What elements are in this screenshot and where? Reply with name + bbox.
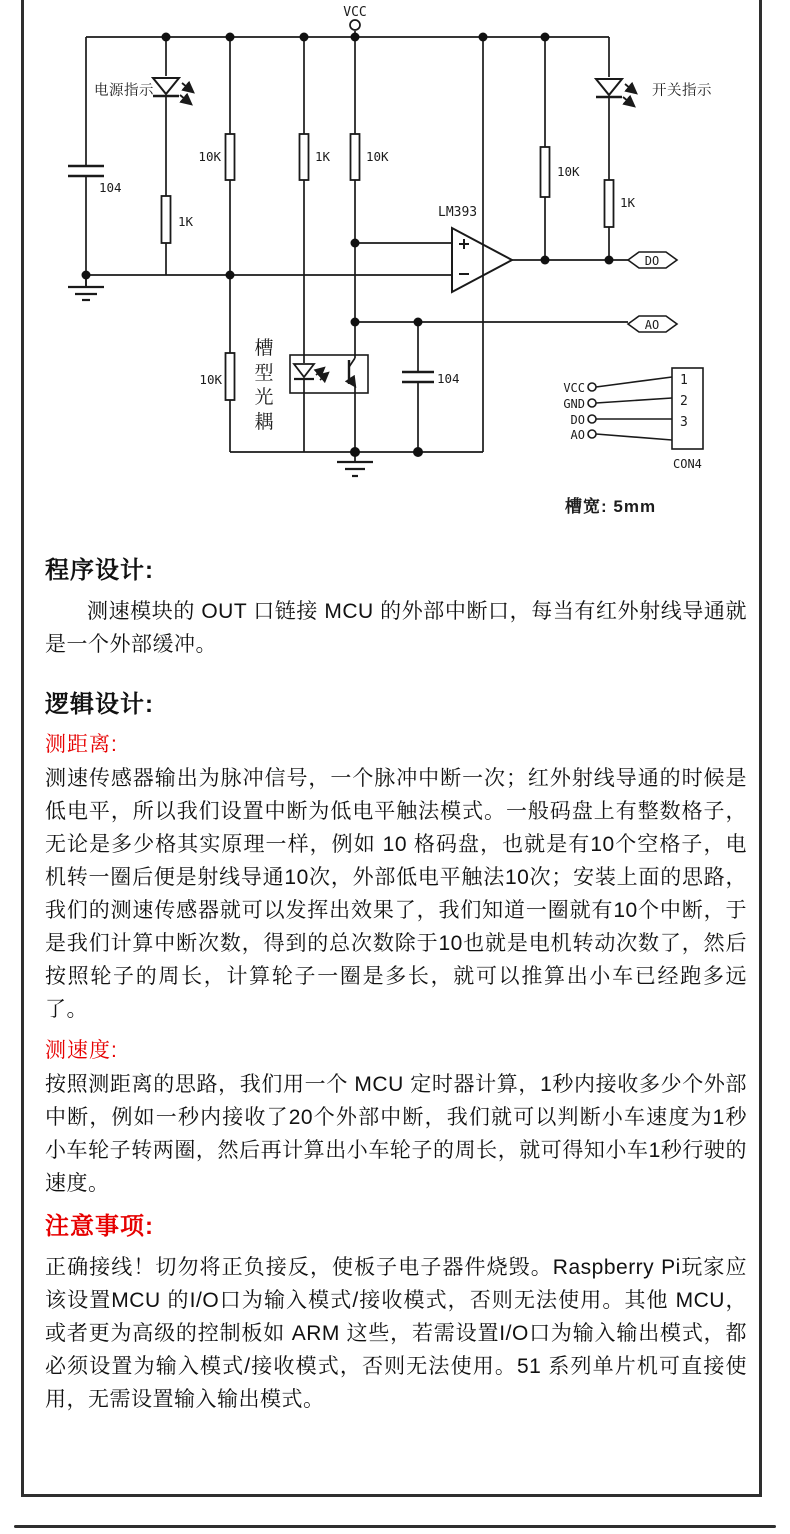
resistor-r-led2-label: 1K <box>620 195 636 210</box>
resistor-r2 <box>300 134 309 180</box>
svg-text:耦: 耦 <box>254 412 274 433</box>
section-notes <box>45 1212 747 1416</box>
pin-label-gnd: GND <box>563 397 585 411</box>
svg-text:槽: 槽 <box>254 338 274 359</box>
power-led-symbol <box>153 78 193 104</box>
svg-text:1: 1 <box>680 373 688 388</box>
ground-symbol-center <box>337 462 373 476</box>
distance-body: 测速传感器输出为脉冲信号，一个脉冲中断一次；红外射线导通的时候是低电平，所以我们设置中断为低电平触法模式。一般码盘上有整数格子，无论是多少格其实原理一样，例如 10 格码盘，也就是有10个空格子，电机转一圈后便是射线导通10次，外部低电平触法10次；安装上面的思路，我们的测速传感器就可以发挥出效果了，我们知道一圈就有10个中断，于是我们计算中断次数，得到的总次数除于10也就是电机转动次数了，然后按照轮子的周长，计算轮子一圈是多长，就可以推算出小车已经跑多远了。 <box>45 767 747 1021</box>
resistor-r-led1 <box>162 196 171 243</box>
notes-body: 正确接线！切勿将正负接反，使板子电子器件烧毁。Raspberry Pi玩家应该设置MCU 的I/O口为输入模式/接收模式，否则无法使用。其他 MCU，或者更为高级的控制板如 ARM 这些，若需设置I/O口为输入输出模式，都必须设置为输入模式/接收模式，否则无法使用。51 系列单片机可直接使用，无需设置输入输出模式。 <box>45 1256 747 1411</box>
capacitor-c2-label: 104 <box>437 371 460 386</box>
opamp-lm393 <box>452 228 512 292</box>
circuit-diagram <box>24 0 759 545</box>
opto-coupler-label <box>254 337 273 433</box>
svg-text:光: 光 <box>254 387 274 408</box>
section-program-design <box>45 556 747 661</box>
resistor-r3 <box>351 134 360 180</box>
opto-coupler <box>290 355 368 393</box>
vcc-node <box>343 5 366 30</box>
program-design-body: 测速模块的 OUT 口链接 MCU 的外部中断口，每当有红外射线导通就是一个外部缓冲。 <box>45 600 747 656</box>
comparator-label: LM393 <box>438 205 478 220</box>
capacitor-c1-label: 104 <box>99 180 122 195</box>
product-description-panel <box>21 0 762 1497</box>
do-tag-label: DO <box>644 254 660 268</box>
resistor-r4 <box>541 147 550 197</box>
opto-phototransistor <box>349 358 355 386</box>
resistor-r1-label: 10K <box>198 149 221 164</box>
vcc-label: VCC <box>343 5 367 20</box>
switch-indicator-label: 开关指示 <box>652 83 712 99</box>
capacitor-c2 <box>402 372 434 382</box>
notes-title: 注意事项: <box>45 1213 154 1240</box>
switch-led-symbol <box>596 79 636 106</box>
opto-led <box>294 364 314 377</box>
svg-text:型: 型 <box>254 363 274 384</box>
resistor-r5-label: 10K <box>199 372 222 387</box>
section-logic-design <box>45 690 747 1200</box>
program-design-title: 程序设计: <box>45 557 154 584</box>
pin-label-ao: AO <box>570 428 585 442</box>
power-indicator-label: 电源指示 <box>94 83 154 99</box>
resistor-r2-label: 1K <box>315 149 331 164</box>
distance-subtitle: 测距离: <box>45 733 118 756</box>
speed-subtitle: 测速度: <box>45 1039 118 1062</box>
speed-body: 按照测距离的思路，我们用一个 MCU 定时器计算，1秒内接收多少个外部中断，例如一秒内接收了20个外部中断，我们就可以判断小车速度为1秒小车轮子转两圈，然后再计算出小车轮子的周长，就可得知小车1秒行驶的速度。 <box>45 1073 747 1195</box>
slot-width-note: 槽宽: 5mm <box>565 497 657 516</box>
connector-con4 <box>563 368 703 471</box>
logic-design-title: 逻辑设计: <box>45 691 154 718</box>
pin-label-vcc: VCC <box>563 381 585 395</box>
connector-name-label: CON4 <box>673 457 702 471</box>
ground-symbol-left <box>68 287 104 300</box>
resistor-r4-label: 10K <box>557 164 580 179</box>
resistor-r5 <box>226 353 235 400</box>
capacitor-c1 <box>68 166 104 176</box>
next-section-divider-line <box>14 1525 776 1528</box>
svg-text:2: 2 <box>680 394 688 409</box>
svg-text:3: 3 <box>680 415 688 430</box>
resistor-r-led1-label: 1K <box>178 214 194 229</box>
do-node-tag <box>628 252 677 268</box>
resistor-r3-label: 10K <box>366 149 389 164</box>
ao-node-tag <box>628 316 677 332</box>
pin-label-do: DO <box>570 413 585 427</box>
resistor-r-led2 <box>605 180 614 227</box>
ao-tag-label: AO <box>644 318 660 332</box>
resistor-r1 <box>226 134 235 180</box>
